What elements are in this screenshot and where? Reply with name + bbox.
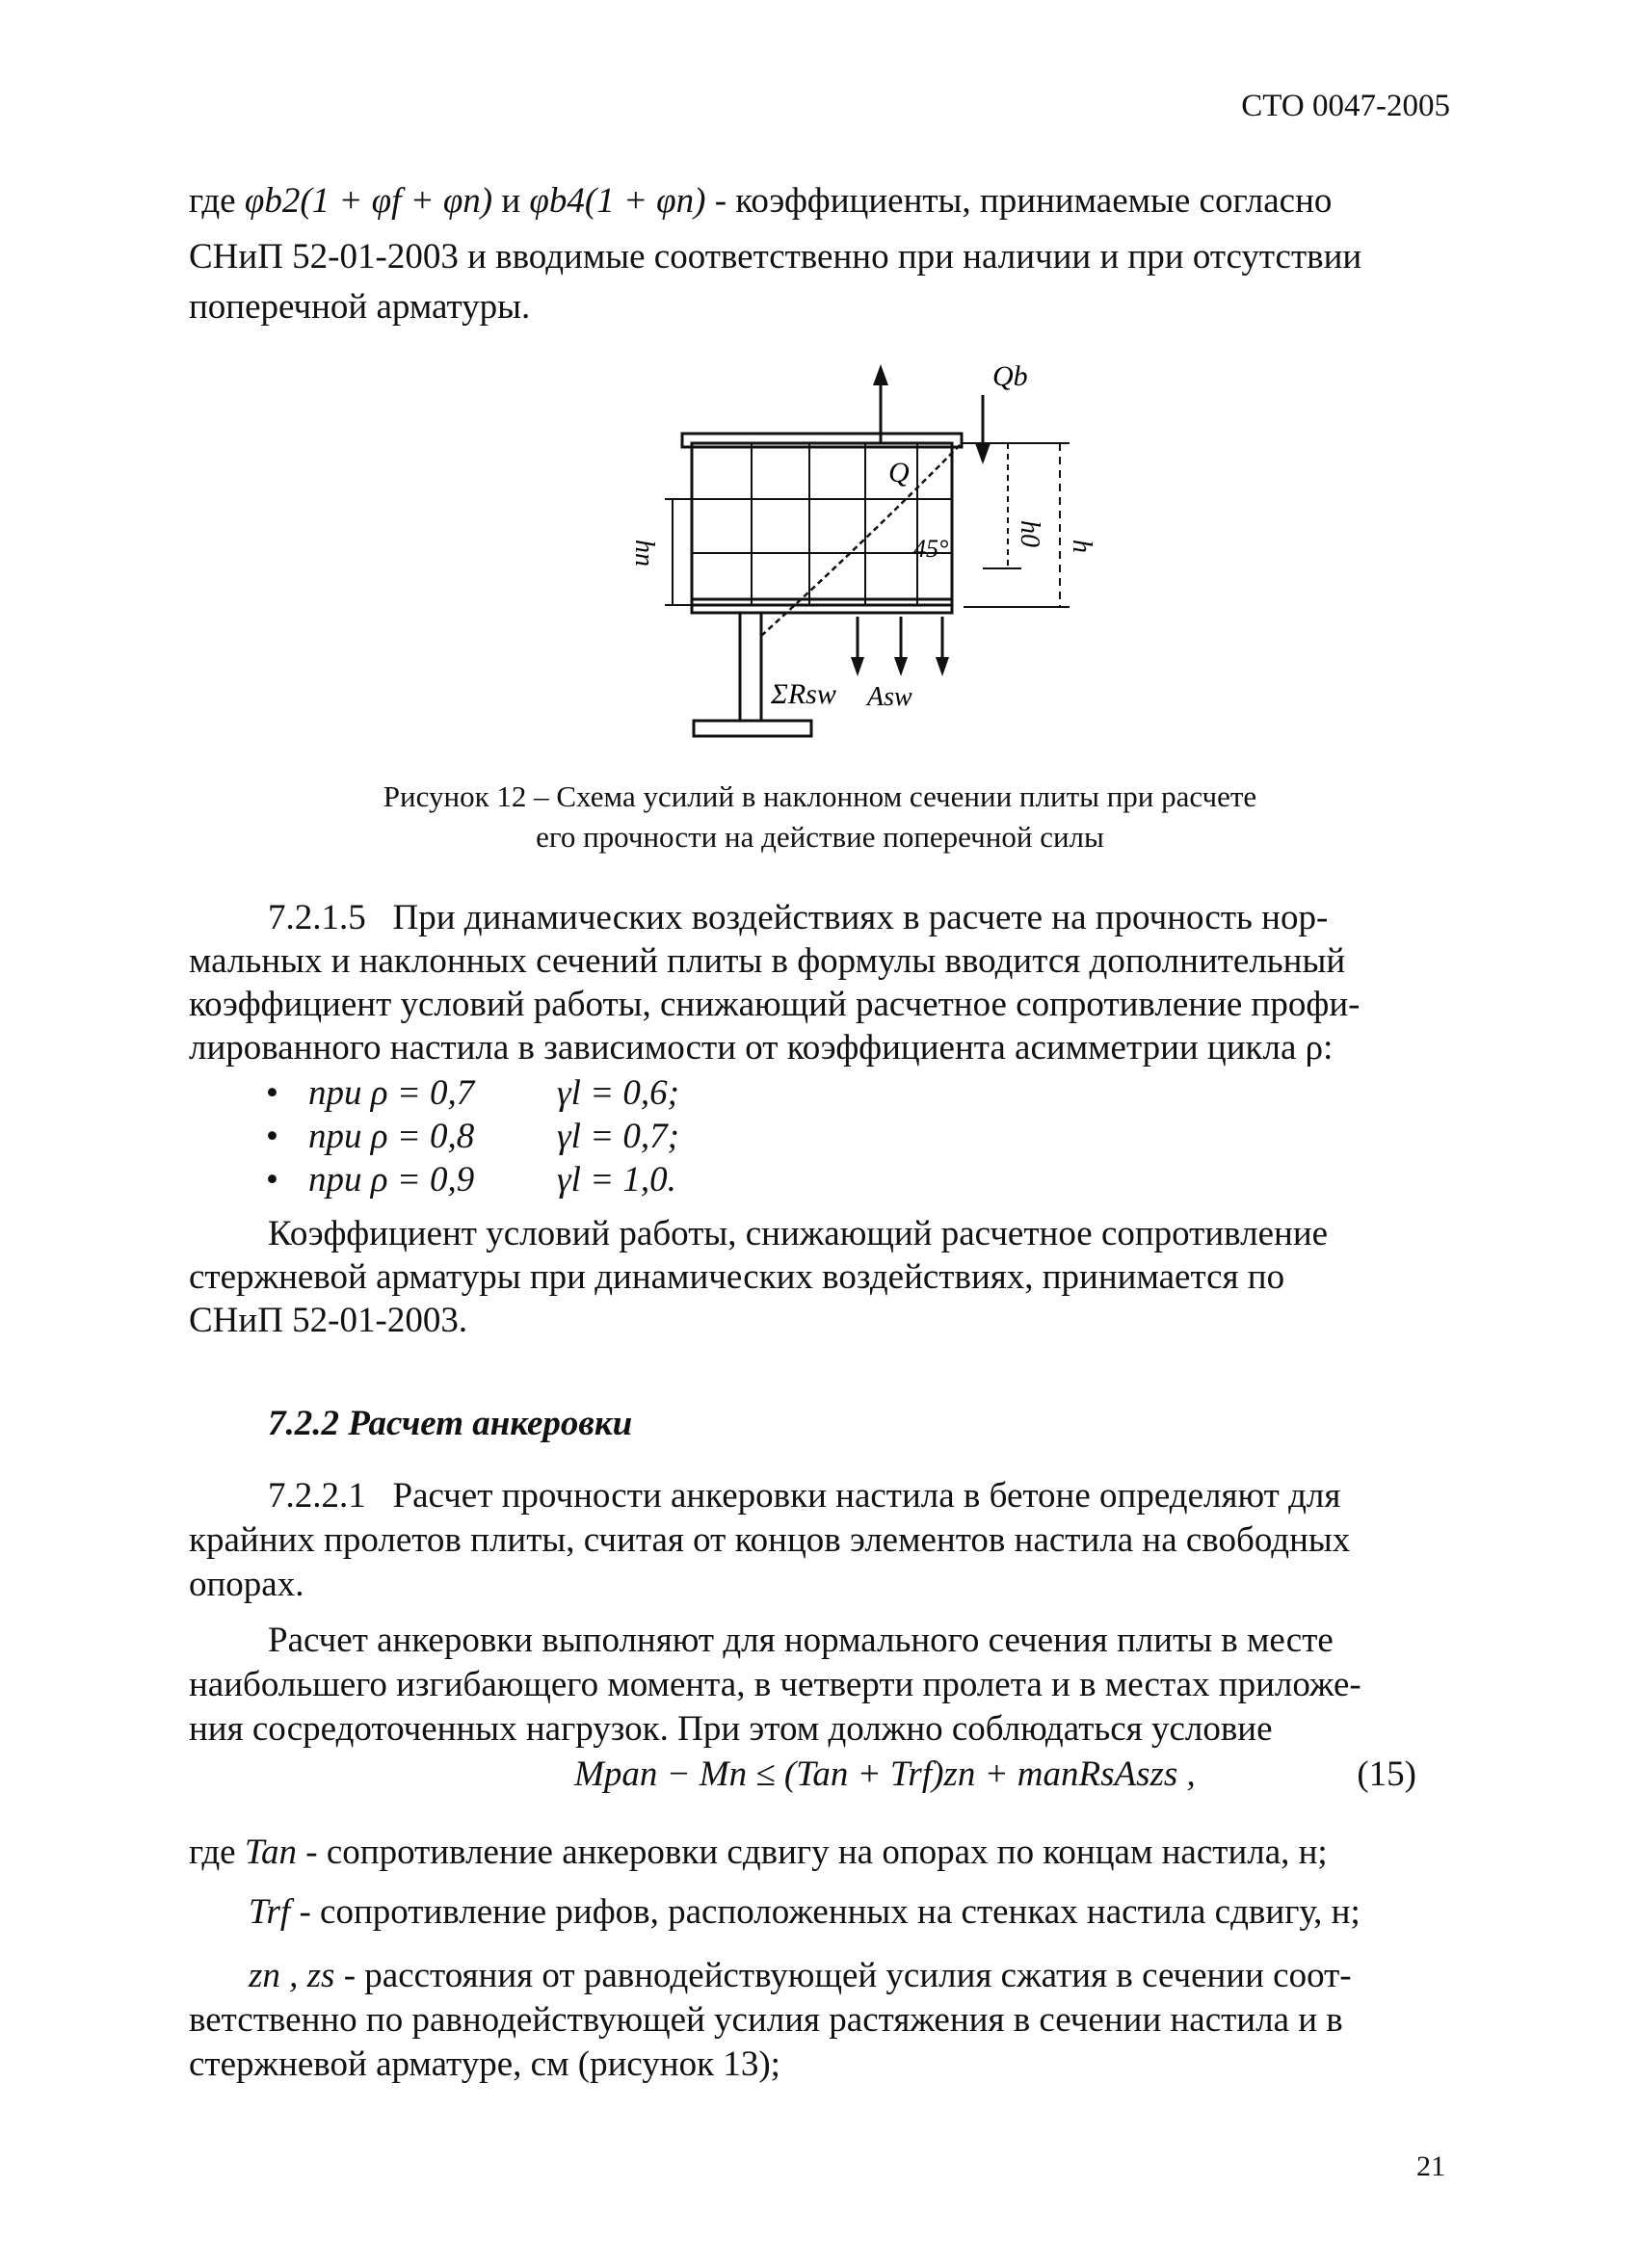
- arrow-down-icon: [894, 657, 908, 676]
- definition-tan: где Tan - сопротивление анкеровки сдвигу на опорах по концам настила, н;: [189, 1833, 1328, 1872]
- s7215-line-4: лированного настила в зависимости от коэффициента асимметрии цикла ρ:: [189, 1028, 1334, 1068]
- page-number: 21: [1416, 2150, 1445, 2182]
- symbol-zn-zs: zn , zs: [249, 1956, 335, 1995]
- definition-zn-zs-line-3: стержневой арматуре, см (рисунок 13);: [189, 2044, 780, 2084]
- beam-web: [740, 613, 761, 721]
- s7215-after-2: стержневой арматуры при динамических воздействиях, принимается по: [189, 1257, 1285, 1297]
- arrow-down-icon: [975, 443, 991, 464]
- definition-trf: Trf - сопротивление рифов, расположенных на стенках настила сдвигу, н;: [249, 1892, 1361, 1932]
- label-sum-rsw: ΣRsw: [771, 678, 836, 710]
- label-asw: Asw: [867, 682, 912, 712]
- label-q: Q: [888, 457, 910, 488]
- definition-zn-zs-line-2: ветственно по равнодействующей усилия растяжения в сечении настила и в: [189, 2000, 1343, 2040]
- intro-lead: где: [189, 181, 236, 221]
- label-h: h: [1067, 540, 1096, 553]
- section-heading: 7.2.2 Расчет анкеровки: [268, 1404, 633, 1443]
- figure-12-diagram: [578, 347, 1118, 761]
- figure-caption-line-2: его прочности на действие поперечной силы: [536, 820, 1104, 854]
- s7221-p2-line-3: ния сосредоточенных нагрузок. При этом должно соблюдаться условие: [189, 1709, 1273, 1749]
- s7215-line-3: коэффициент условий работы, снижающий расчетное сопротивление профи-: [189, 985, 1361, 1024]
- s7221-line-2: крайних пролетов плиты, считая от концов элементов настила на свободных: [189, 1520, 1351, 1560]
- bullet-item: • при ρ = 0,7 γl = 0,6;: [266, 1073, 679, 1113]
- label-qb: Qb: [992, 360, 1028, 392]
- intro-line-1: [189, 179, 1451, 223]
- symbol-tan: Tan: [244, 1833, 298, 1872]
- intro-line-3: поперечной арматуры.: [189, 287, 531, 327]
- s7215-number: 7.2.1.5: [268, 898, 366, 937]
- label-hn: hn: [629, 540, 659, 567]
- arrow-down-icon: [851, 657, 864, 676]
- definition-zn-zs: zn , zs - расстояния от равнодействующей усилия сжатия в сечении соот-: [249, 1956, 1352, 1995]
- s7221-p2-line-1: Расчет анкеровки выполняют для нормального сечения плиты в месте: [268, 1621, 1334, 1660]
- figure-caption-line-1: Рисунок 12 – Схема усилий в наклонном сечении плиты при расчете: [383, 779, 1257, 813]
- symbol-trf: Trf: [249, 1892, 291, 1932]
- arrow-up-icon: [873, 364, 888, 385]
- s7221-number: 7.2.2.1: [268, 1476, 366, 1516]
- equation-number: (15): [1357, 1754, 1416, 1794]
- equation-15: Mpan − Mn ≤ (Tan + Trf)zn + manRsAszs ,: [574, 1754, 1196, 1794]
- s7221-line-1: 7.2.2.1 Расчет прочности анкеровки настила в бетоне определяют для: [268, 1476, 1341, 1516]
- bullet-item: • при ρ = 0,8 γl = 0,7;: [266, 1117, 679, 1156]
- s7215-line-2: мальных и наклонных сечений плиты в формулы вводится дополнительный: [189, 941, 1346, 981]
- intro-conj: и: [501, 181, 521, 221]
- bullet-item: • при ρ = 0,9 γl = 1,0.: [266, 1160, 676, 1200]
- s7221-line-3: опорах.: [189, 1565, 304, 1604]
- s7215-after-3: СНиП 52-01-2003.: [189, 1301, 468, 1340]
- label-h0: h0: [1015, 520, 1044, 547]
- s7215-after-1: Коэффициент условий работы, снижающий расчетное сопротивление: [268, 1214, 1329, 1253]
- s7221-p2-line-2: наибольшего изгибающего момента, в четверти пролета и в местах приложе-: [189, 1665, 1361, 1704]
- s7215-line-1: 7.2.1.5 При динамических воздействиях в расчете на прочность нор-: [268, 898, 1329, 937]
- intro-text-1: - коэффициенты, принимаемые согласно: [714, 181, 1333, 221]
- label-angle: 45°: [913, 535, 949, 563]
- intro-line-2: СНиП 52-01-2003 и вводимые соответственно при наличии и при отсутствии: [189, 237, 1362, 277]
- beam-bottom-flange: [694, 721, 811, 736]
- intro-formula-2: φb4(1 + φn): [529, 181, 706, 221]
- arrow-down-icon: [936, 657, 949, 676]
- document-code: СТО 0047-2005: [1241, 89, 1450, 123]
- top-plate: [682, 434, 962, 447]
- intro-formula-1: φb2(1 + φf + φn): [244, 181, 493, 221]
